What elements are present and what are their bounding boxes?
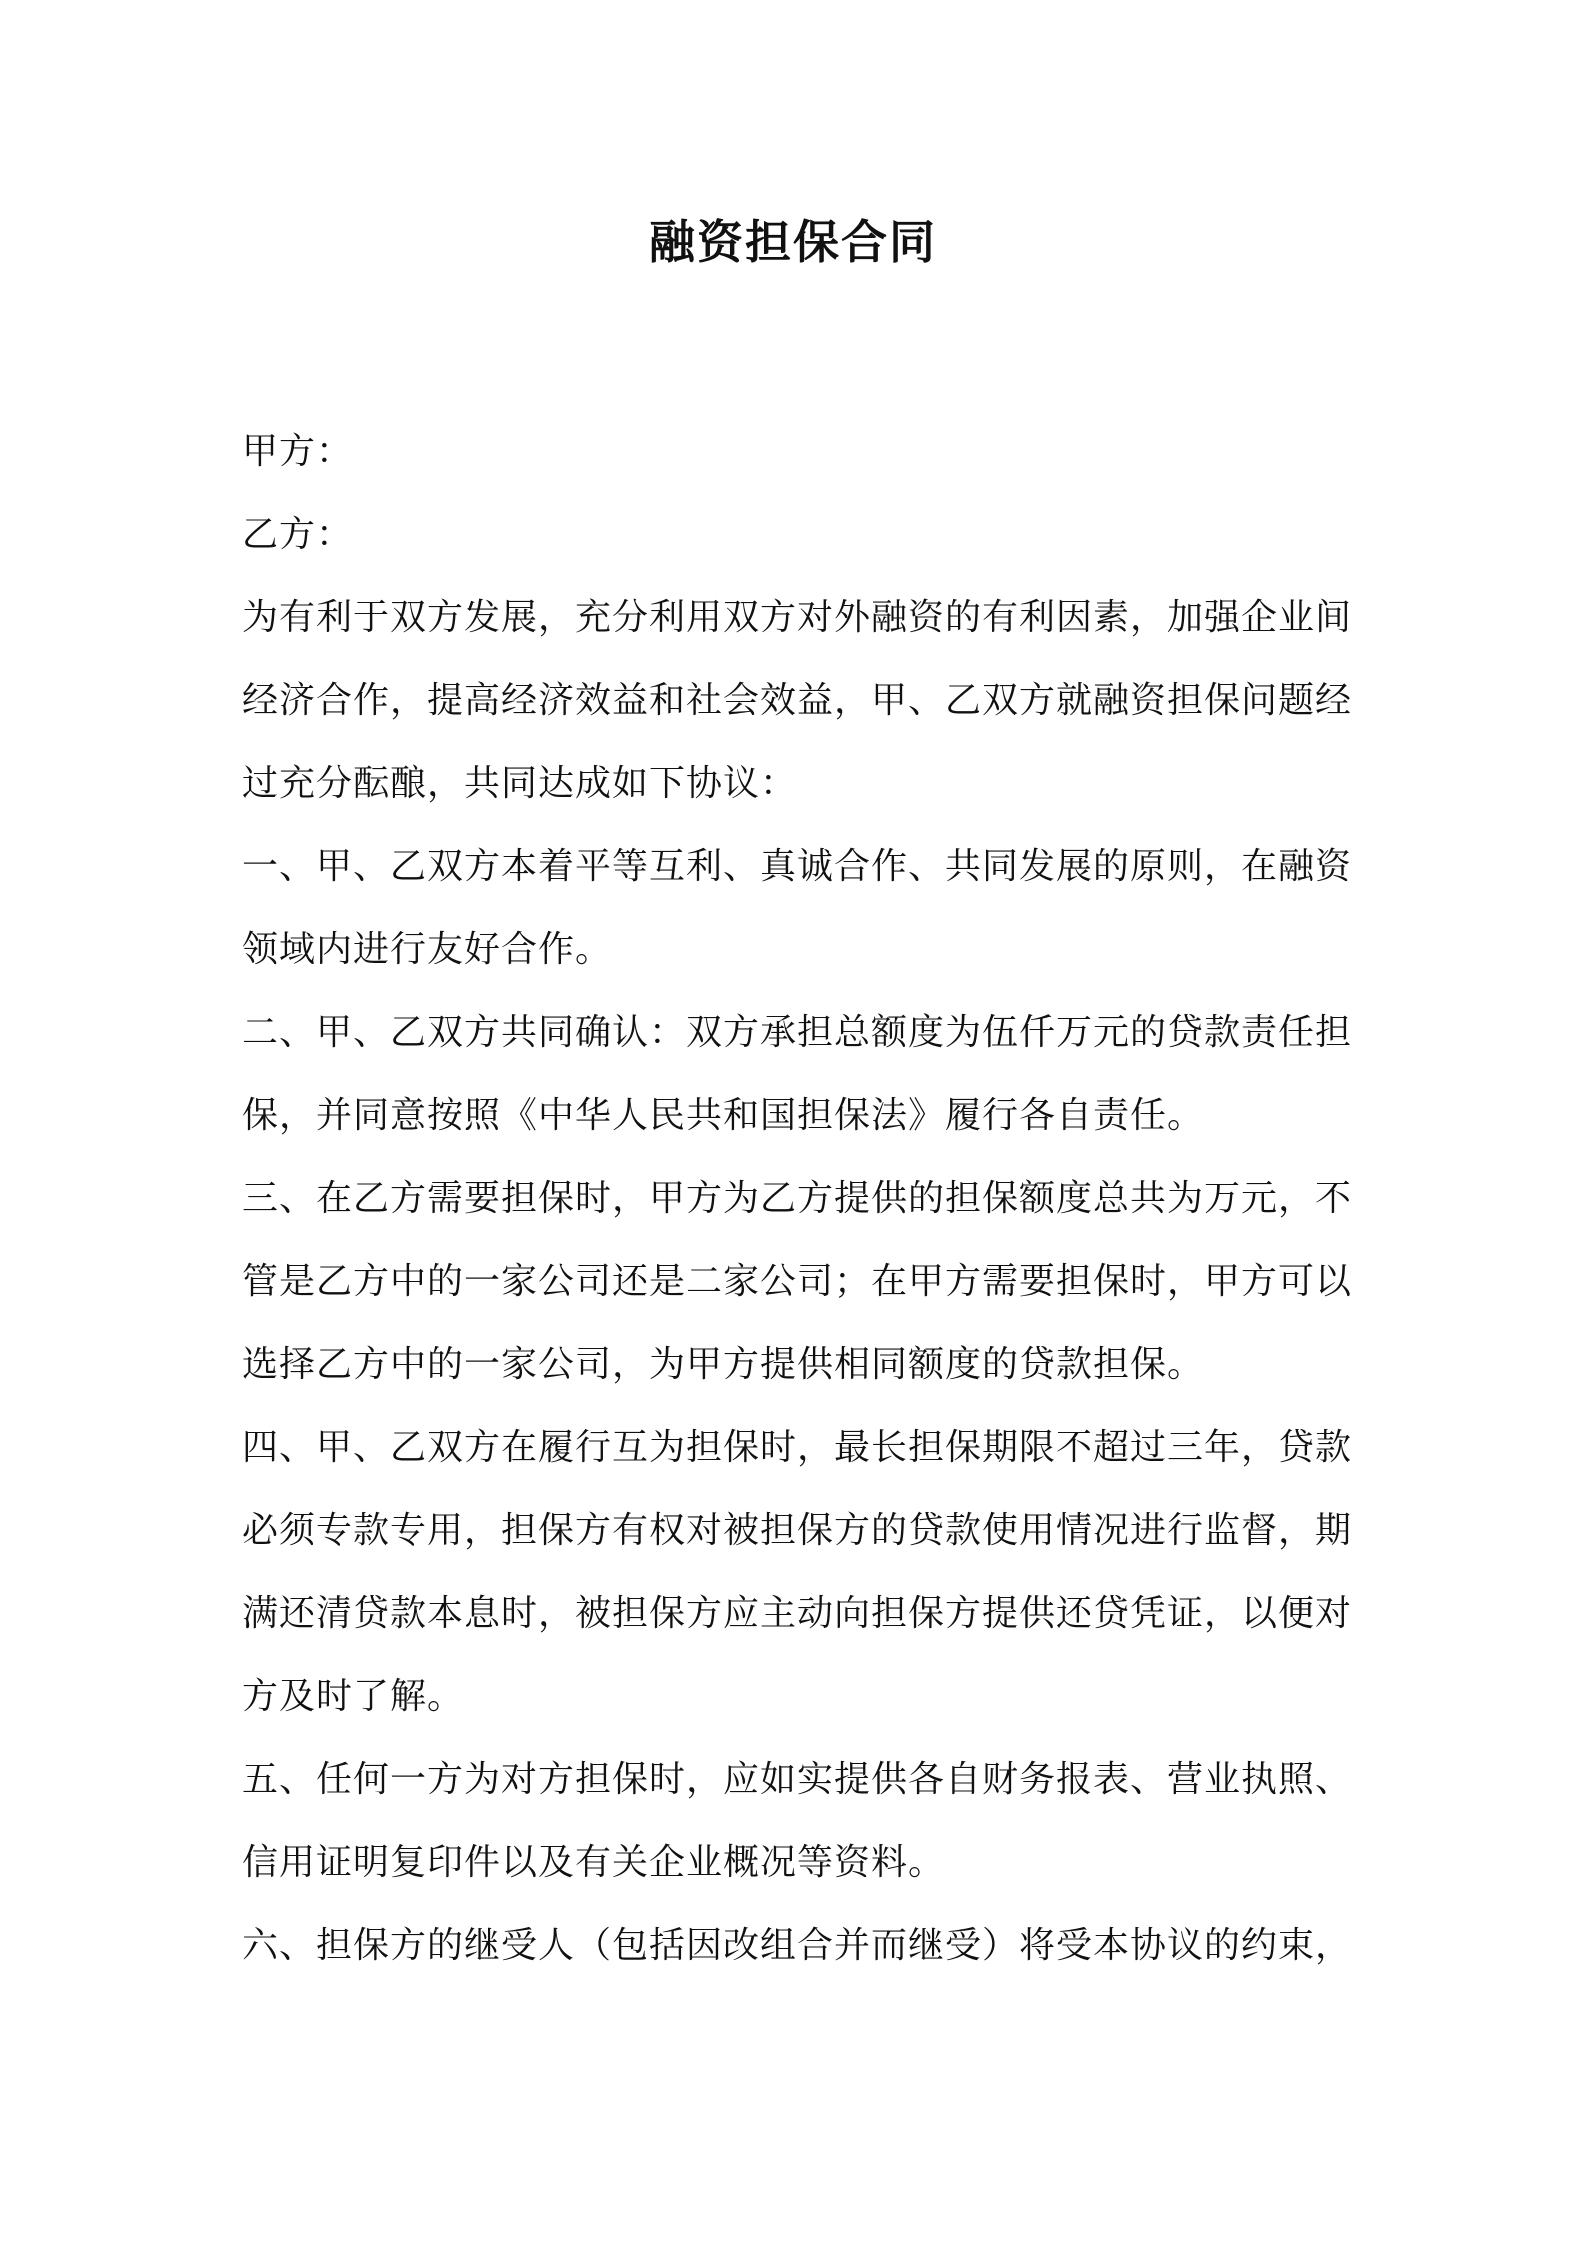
document-title: 融资担保合同 xyxy=(649,215,937,269)
clause-1: 一、甲、乙双方本着平等互利、真诚合作、共同发展的原则，在融资领域内进行友好合作。 xyxy=(242,846,1353,970)
clause-3: 三、在乙方需要担保时，甲方为乙方提供的担保额度总共为万元，不管是乙方中的一家公司还是二家公司；在甲方需要担保时，甲方可以选择乙方中的一家公司，为甲方提供相同额度的贷款担保。 xyxy=(242,1178,1353,1385)
party-a-line: 甲方： xyxy=(242,431,354,472)
clause-5: 五、任何一方为对方担保时，应如实提供各自财务报表、营业执照、信用证明复印件以及有关企业概况等资料。 xyxy=(242,1759,1353,1883)
party-b-line: 乙方： xyxy=(242,514,354,555)
clause-2: 二、甲、乙双方共同确认：双方承担总额度为伍仟万元的贷款责任担保，并同意按照《中华人民共和国担保法》履行各自责任。 xyxy=(242,1012,1353,1136)
clause-4: 四、甲、乙双方在履行互为担保时，最长担保期限不超过三年，贷款必须专款专用，担保方有权对被担保方的贷款使用情况进行监督，期满还清贷款本息时，被担保方应主动向担保方提供还贷凭证，以便对方及时了解。 xyxy=(242,1427,1353,1717)
clause-6: 六、担保方的继受人（包括因改组合并而继受）将受本协议的约束， xyxy=(242,1925,1353,1966)
document-body xyxy=(242,410,1352,1987)
intro-paragraph: 为有利于双方发展，充分利用双方对外融资的有利因素，加强企业间经济合作，提高经济效益和社会效益，甲、乙双方就融资担保问题经过充分酝酿，共同达成如下协议： xyxy=(242,597,1353,804)
